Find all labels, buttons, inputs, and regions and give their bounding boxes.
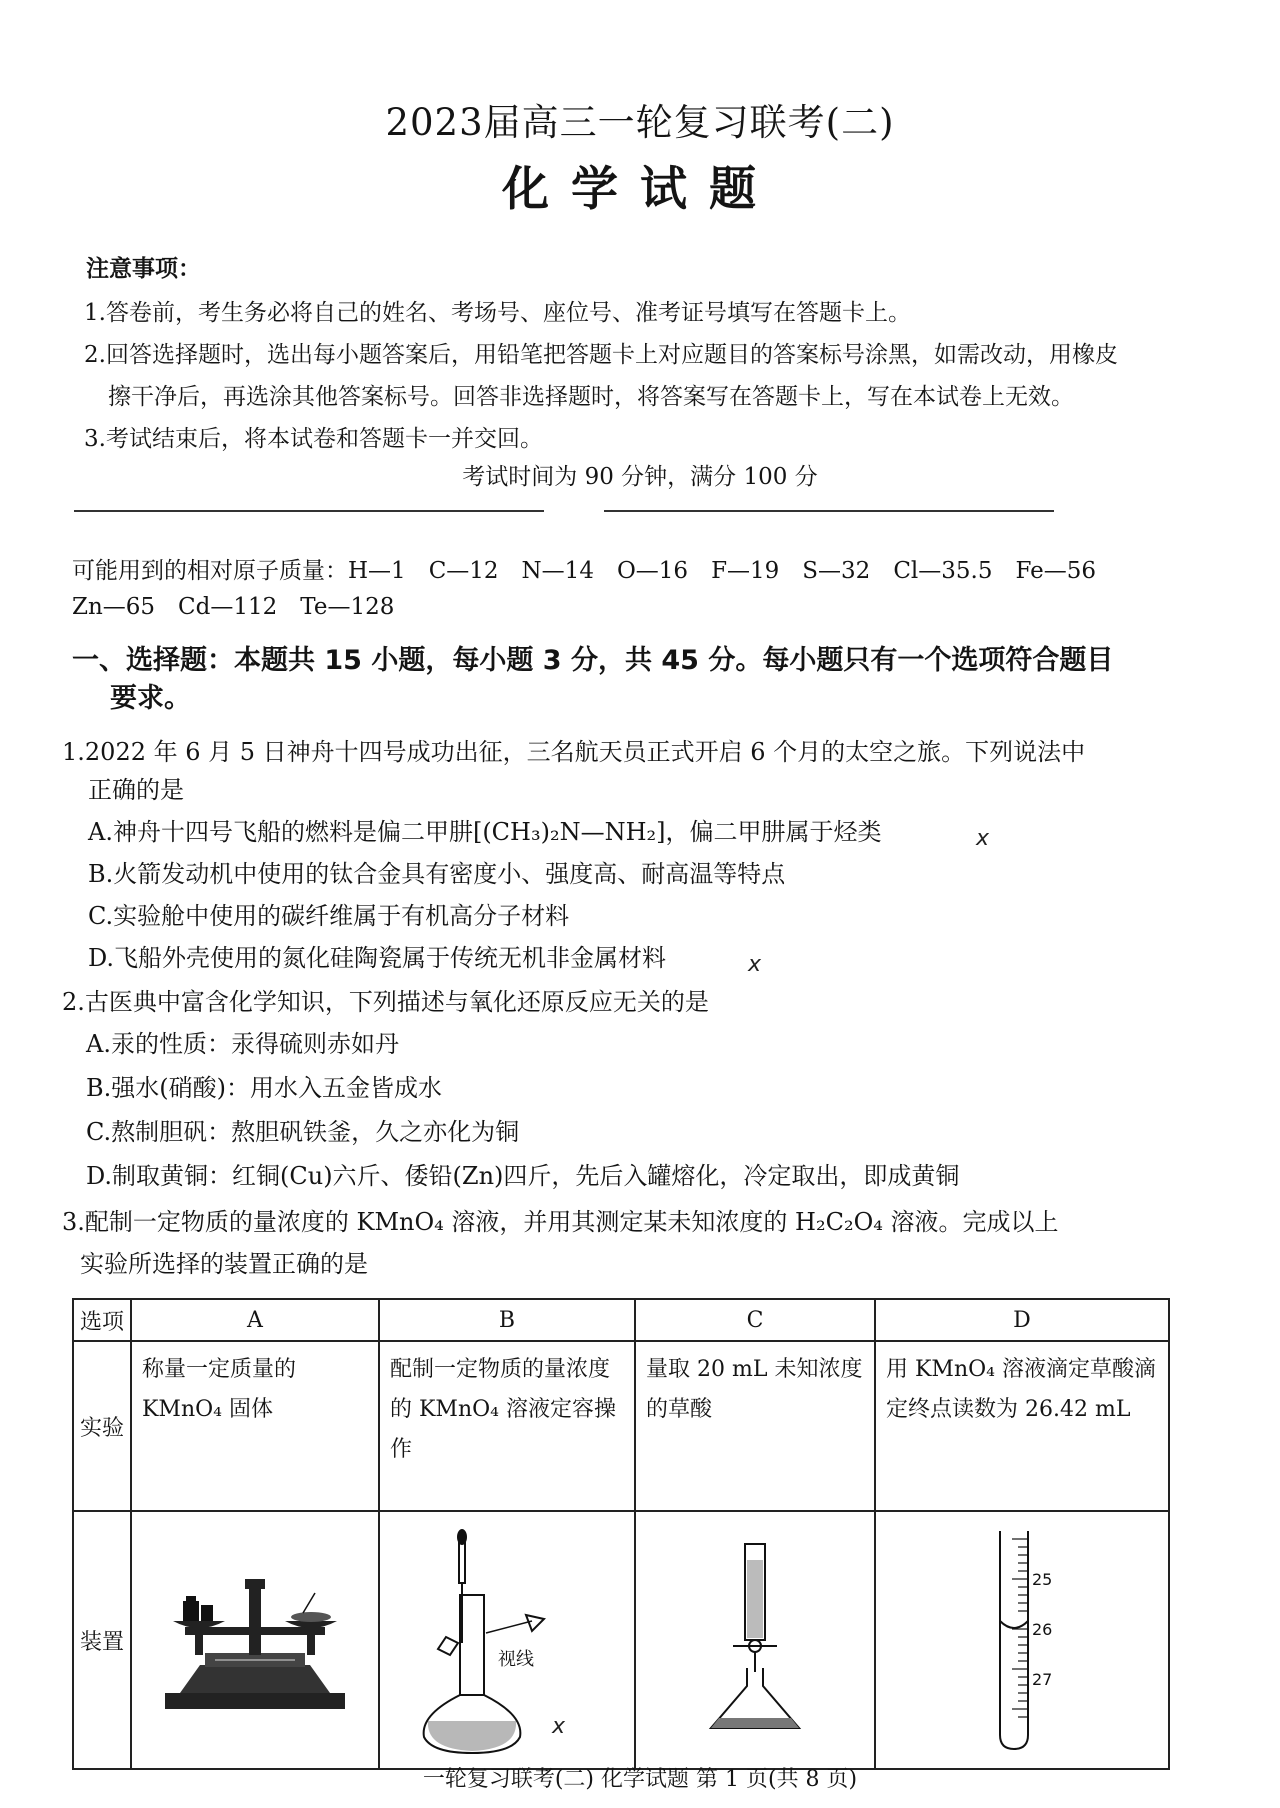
scale-label-26: 26: [1032, 1620, 1053, 1639]
col-header-d: D: [875, 1299, 1169, 1341]
notice-item-1: 1.答卷前，考生务必将自己的姓名、考场号、座位号、准考证号填写在答题卡上。: [84, 300, 911, 326]
volumetric-flask-icon: [402, 1525, 612, 1755]
burette-flask-icon: [675, 1540, 835, 1740]
divider-left: [74, 510, 544, 512]
page-footer: 一轮复习联考(二) 化学试题 第 1 页(共 8 页): [422, 1767, 858, 1792]
q2-option-b: B.强水(硝酸)：用水入五金皆成水: [86, 1074, 442, 1102]
section-heading: 一、选择题：本题共 15 小题，每小题 3 分，共 45 分。每小题只有一个选项符合题目: [72, 645, 1114, 676]
notice-item-3: 3.考试结束后，将本试卷和答题卡一并交回。: [84, 426, 543, 452]
scale-label-25: 25: [1032, 1570, 1053, 1589]
handwritten-mark-2: x: [748, 952, 762, 977]
q3-stem: 3.配制一定物质的量浓度的 KMnO₄ 溶液，并用其测定某未知浓度的 H₂C₂O₄ 溶液。完成以上: [62, 1208, 1059, 1236]
col-header-b: B: [379, 1299, 635, 1341]
q2-option-a: A.汞的性质：汞得硫则赤如丹: [86, 1030, 399, 1058]
row-header-device: 装置: [73, 1511, 131, 1769]
subject-title: 化学试题: [502, 162, 778, 217]
q2-option-d: D.制取黄铜：红铜(Cu)六斤、倭铅(Zn)四斤，先后入罐熔化，冷定取出，即成黄铜: [86, 1162, 960, 1190]
experiment-a: 称量一定质量的 KMnO₄ 固体: [131, 1341, 379, 1511]
table-row-device: [73, 1511, 1169, 1769]
notice-heading: 注意事项：: [86, 256, 201, 282]
q1-option-d: D.飞船外壳使用的氮化硅陶瓷属于传统无机非金属材料: [88, 944, 667, 972]
exam-title: 2023届高三一轮复习联考(二): [385, 101, 895, 144]
scale-label-27: 27: [1032, 1670, 1053, 1689]
q1-option-a: A.神舟十四号飞船的燃料是偏二甲肼[(CH₃)₂N—NH₂]，偏二甲肼属于烃类: [88, 818, 882, 846]
q1-option-c: C.实验舱中使用的碳纤维属于有机高分子材料: [88, 902, 570, 930]
burette-scale-icon: [952, 1525, 1092, 1755]
q1-stem: 1.2022 年 6 月 5 日神舟十四号成功出征，三名航天员正式开启 6 个月的太空之旅。下列说法中: [62, 738, 1086, 766]
q3-stem-cont: 实验所选择的装置正确的是: [80, 1250, 368, 1278]
row-header-experiment: 实验: [73, 1341, 131, 1511]
col-header-option: 选项: [73, 1299, 131, 1341]
experiment-d: 用 KMnO₄ 溶液滴定草酸滴定终点读数为 26.42 mL: [875, 1341, 1169, 1511]
q1-option-b: B.火箭发动机中使用的钛合金具有密度小、强度高、耐高温等特点: [88, 860, 786, 888]
atomic-masses-line-2: Zn—65 Cd—112 Te—128: [72, 594, 395, 620]
col-header-c: C: [635, 1299, 875, 1341]
notice-item-2-cont: 擦干净后，再选涂其他答案标号。回答非选择题时，将答案写在答题卡上，写在本试卷上无效。: [108, 384, 1074, 410]
sight-line-label: 视线: [498, 1649, 534, 1670]
q1-stem-cont: 正确的是: [88, 776, 184, 804]
section-heading-cont: 要求。: [110, 683, 191, 714]
col-header-a: A: [131, 1299, 379, 1341]
device-c: [635, 1511, 875, 1769]
table-header-row: [73, 1299, 1169, 1341]
q2-option-c: C.熬制胆矾：熬胆矾铁釜，久之亦化为铜: [86, 1118, 520, 1146]
atomic-masses-line-1: 可能用到的相对原子质量：H—1 C—12 N—14 O—16 F—19 S—32 Cl—35.5 Fe—56: [72, 558, 1097, 584]
device-b: [379, 1511, 635, 1769]
balance-icon: [155, 1565, 355, 1715]
handwritten-mark-1: x: [976, 826, 990, 851]
notice-item-2: 2.回答选择题时，选出每小题答案后，用铅笔把答题卡上对应题目的答案标号涂黑，如需改动，用橡皮: [84, 342, 1118, 368]
exam-time-line: 考试时间为 90 分钟，满分 100 分: [462, 464, 818, 490]
device-a: [131, 1511, 379, 1769]
device-d: [875, 1511, 1169, 1769]
divider-right: [604, 510, 1054, 512]
table-row-experiment: [73, 1341, 1169, 1511]
handwritten-mark-3: x: [552, 1714, 566, 1739]
options-table: [72, 1298, 1170, 1770]
q2-stem: 2.古医典中富含化学知识，下列描述与氧化还原反应无关的是: [62, 988, 709, 1016]
experiment-c: 量取 20 mL 未知浓度的草酸: [635, 1341, 875, 1511]
experiment-b: 配制一定物质的量浓度的 KMnO₄ 溶液定容操作: [379, 1341, 635, 1511]
